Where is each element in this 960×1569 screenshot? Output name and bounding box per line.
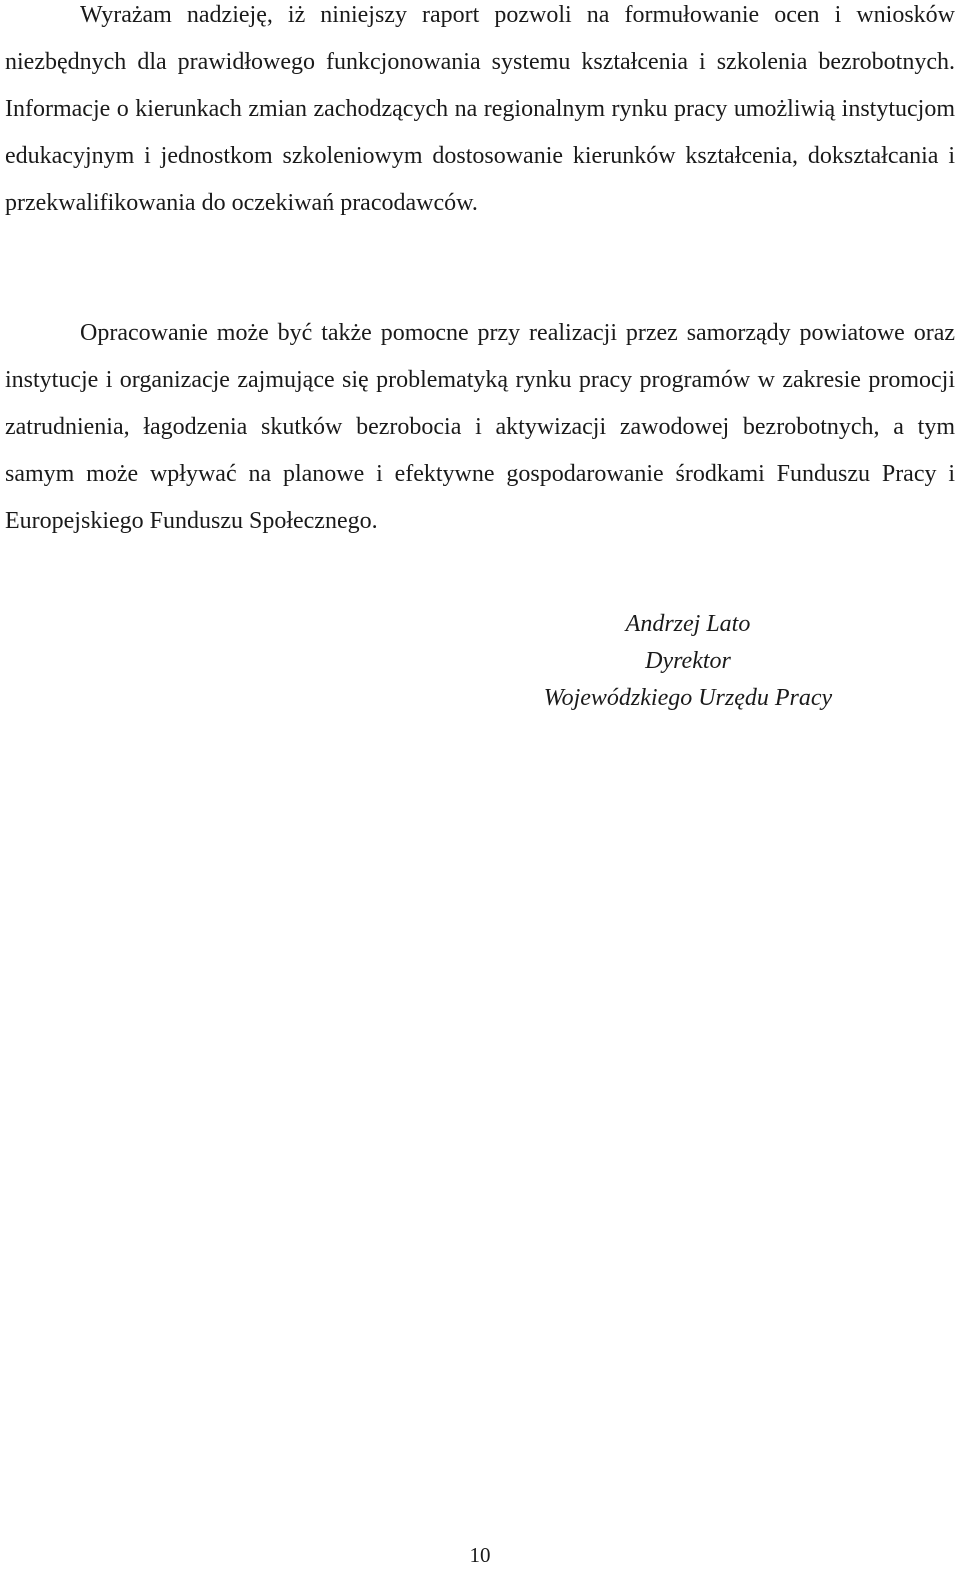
signature-title: Dyrektor xyxy=(645,648,731,674)
signature-block xyxy=(488,606,888,717)
signature-office: Wojewódzkiego Urzędu Pracy xyxy=(543,685,833,711)
page-number: 10 xyxy=(469,1543,491,1567)
body-paragraph-2: Opracowanie może być także pomocne przy realizacji przez samorządy powiatowe oraz instytucje i organizacje zajmujące się problematyką rynku pracy programów w zakresie promocji zatrudnienia, łagodzenia skutków bezrobocia i aktywizacji zawodowej bezrobotnych, a tym samym może wpływać na planowe i efektywne gospodarowanie środkami Funduszu Pracy i Europejskiego Funduszu Społecznego. xyxy=(5,320,955,534)
body-paragraph-1: Wyrażam nadzieję, iż niniejszy raport pozwoli na formułowanie ocen i wniosków niezbędnych dla prawidłowego funkcjonowania systemu kształcenia i szkolenia bezrobotnych. Informacje o kierunkach zmian zachodzących na regionalnym rynku pracy umożliwią instytucjom edukacyjnym i jednostkom szkoleniowym dostosowanie kierunków kształcenia, dokształcania i przekwalifikowania do oczekiwań pracodawców. xyxy=(5,2,955,216)
signature-name: Andrzej Lato xyxy=(625,611,751,637)
